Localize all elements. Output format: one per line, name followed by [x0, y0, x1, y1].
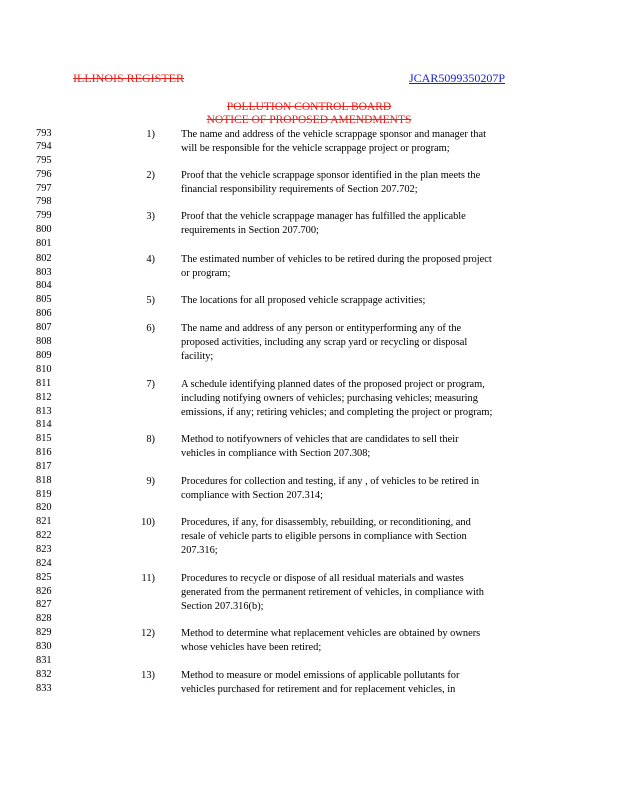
line-number: 800: [36, 224, 52, 235]
item-text-line: Section 207.316(b);: [181, 601, 264, 612]
line-number: 798: [36, 196, 52, 207]
line-number: 817: [36, 461, 52, 472]
item-text-line: The estimated number of vehicles to be retired during the proposed project: [181, 254, 492, 265]
item-text-line: financial responsibility requirements of Section 207.702;: [181, 184, 418, 195]
item-number: 9): [146, 476, 155, 487]
item-text-line: Proof that the vehicle scrappage manager has fulfilled the applicable: [181, 211, 466, 222]
item-text: [181, 128, 546, 156]
item-text-line: vehicles purchased for retirement and for replacement vehicles, in: [181, 684, 456, 695]
item-text-line: Proof that the vehicle scrappage sponsor identified in the plan meets the: [181, 170, 481, 181]
item-text-line: The name and address of the vehicle scrappage sponsor and manager that: [181, 129, 486, 140]
line-number: 816: [36, 447, 52, 458]
item-number: 12): [141, 628, 155, 639]
item-text: [181, 294, 546, 308]
item-text-line: Method to determine what replacement vehicles are obtained by owners: [181, 628, 481, 639]
line-number: 822: [36, 530, 52, 541]
item-text-line: generated from the permanent retirement of vehicles, in compliance with: [181, 587, 484, 598]
item-text-line: whose vehicles have been retired;: [181, 642, 322, 653]
item-number: 3): [146, 211, 155, 222]
item-text-line: including notifying owners of vehicles; purchasing vehicles; measuring: [181, 393, 478, 404]
item-text-line: requirements in Section 207.700;: [181, 225, 319, 236]
line-number: 806: [36, 308, 52, 319]
register-header: ILLINOIS REGISTER: [73, 71, 184, 85]
line-number: 831: [36, 655, 52, 666]
line-number: 793: [36, 128, 52, 139]
item-text: [181, 322, 546, 364]
line-number: 821: [36, 516, 52, 527]
item-text: [181, 475, 546, 503]
line-number: 797: [36, 183, 52, 194]
line-number: 830: [36, 641, 52, 652]
item-text: [181, 572, 546, 614]
item-text-line: Method to notifyowners of vehicles that are candidates to sell their: [181, 434, 459, 445]
item-text-line: Procedures for collection and testing, if any , of vehicles to be retired in: [181, 476, 480, 487]
board-title: POLLUTION CONTROL BOARD: [226, 101, 392, 113]
notice-title: NOTICE OF PROPOSED AMENDMENTS: [206, 114, 412, 126]
line-number: 794: [36, 141, 52, 152]
line-number: 832: [36, 669, 52, 680]
item-number: 10): [141, 517, 155, 528]
item-number: 8): [146, 434, 155, 445]
item-text-line: will be responsible for the vehicle scrappage project or program;: [181, 143, 450, 154]
item-text: [181, 210, 546, 238]
item-text: [181, 516, 546, 558]
line-number: 827: [36, 599, 52, 610]
line-number: 826: [36, 586, 52, 597]
item-text: [181, 669, 546, 697]
item-text-line: Method to measure or model emissions of applicable pollutants for: [181, 670, 460, 681]
line-number: 801: [36, 238, 52, 249]
line-number: 805: [36, 294, 52, 305]
line-number: 811: [36, 378, 52, 389]
item-text: [181, 253, 546, 281]
line-number: 808: [36, 336, 52, 347]
item-number: 6): [146, 323, 155, 334]
line-number: 815: [36, 433, 52, 444]
item-number: 1): [146, 129, 155, 140]
line-number: 824: [36, 558, 52, 569]
line-number: 803: [36, 267, 52, 278]
item-text-line: Procedures to recycle or dispose of all residual materials and wastes: [181, 573, 464, 584]
item-text-line: emissions, if any; retiring vehicles; and completing the project or program;: [181, 407, 493, 418]
line-number: 796: [36, 169, 52, 180]
item-number: 5): [146, 295, 155, 306]
item-text: [181, 169, 546, 197]
item-text-line: Procedures, if any, for disassembly, rebuilding, or reconditioning, and: [181, 517, 471, 528]
line-number: 804: [36, 280, 52, 291]
item-text-line: 207.316;: [181, 545, 218, 556]
line-number: 819: [36, 489, 52, 500]
line-number: 795: [36, 155, 52, 166]
line-number: 799: [36, 210, 52, 221]
line-number: 820: [36, 502, 52, 513]
item-text-line: or program;: [181, 268, 231, 279]
item-number: 11): [141, 573, 155, 584]
item-text-line: proposed activities, including any scrap yard or recycling or disposal: [181, 337, 468, 348]
item-text-line: facility;: [181, 351, 214, 362]
line-number: 810: [36, 364, 52, 375]
item-text-line: vehicles in compliance with Section 207.308;: [181, 448, 371, 459]
item-text-line: The name and address of any person or entityperforming any of the: [181, 323, 462, 334]
line-number: 802: [36, 253, 52, 264]
line-number: 825: [36, 572, 52, 583]
item-number: 4): [146, 254, 155, 265]
line-number: 807: [36, 322, 52, 333]
item-text: [181, 433, 546, 461]
item-text-line: A schedule identifying planned dates of the proposed project or program,: [181, 379, 485, 390]
line-number: 814: [36, 419, 52, 430]
item-text-line: resale of vehicle parts to eligible persons in compliance with Section: [181, 531, 467, 542]
item-text: [181, 627, 546, 655]
item-text-line: compliance with Section 207.314;: [181, 490, 323, 501]
line-number: 823: [36, 544, 52, 555]
line-number: 818: [36, 475, 52, 486]
line-number: 829: [36, 627, 52, 638]
jcar-code-link[interactable]: JCAR5099350207P: [409, 71, 506, 85]
line-number: 813: [36, 406, 52, 417]
line-number: 833: [36, 683, 52, 694]
line-number: 828: [36, 613, 52, 624]
line-number: 812: [36, 392, 52, 403]
item-number: 13): [141, 670, 155, 681]
item-number: 7): [146, 379, 155, 390]
item-number: 2): [146, 170, 155, 181]
item-text: [181, 378, 546, 420]
item-text-line: The locations for all proposed vehicle scrappage activities;: [181, 295, 426, 306]
line-number: 809: [36, 350, 52, 361]
